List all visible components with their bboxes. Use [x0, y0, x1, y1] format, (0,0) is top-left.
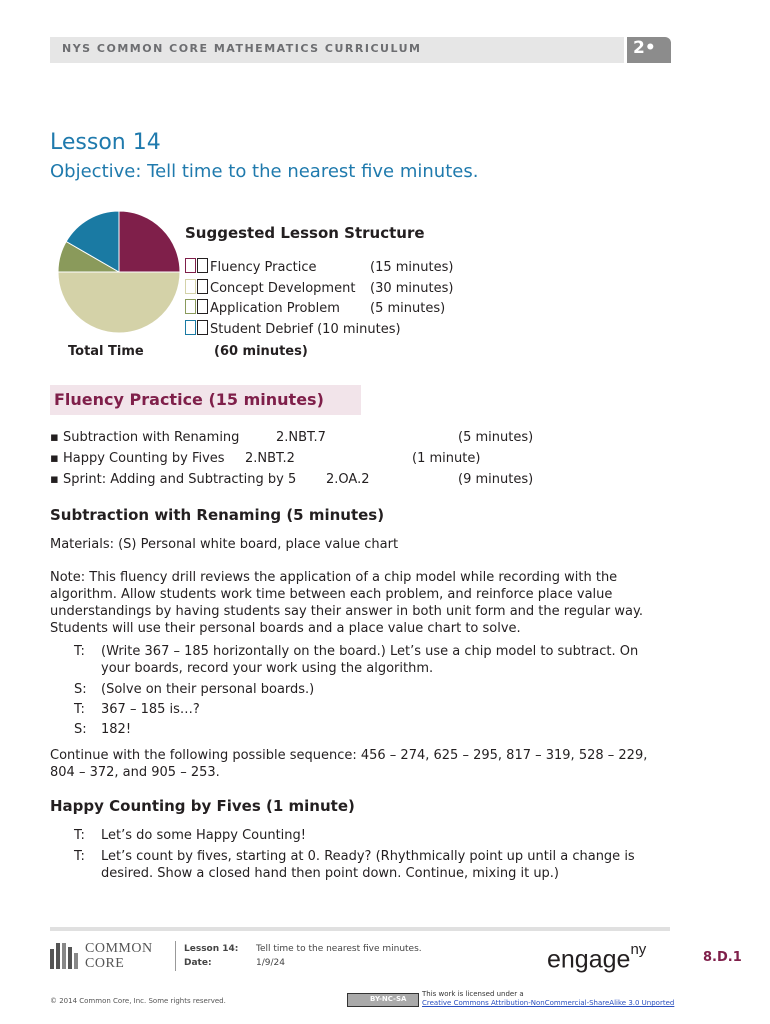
brand-line: CORE [85, 956, 125, 971]
dialog-line [74, 721, 666, 738]
legend-swatch-icon [185, 258, 196, 273]
legend-swatch-icon [185, 320, 196, 335]
structure-item-label: Concept Development [210, 281, 356, 296]
engage-text: engage [547, 945, 631, 974]
footer-lesson-value: Tell time to the nearest five minutes. [256, 944, 422, 954]
speaker: T: [74, 702, 85, 717]
engage-sup: ny [630, 941, 647, 958]
legend-swatch-icon [185, 299, 196, 314]
structure-title: Suggested Lesson Structure [185, 224, 425, 242]
structure-item [185, 279, 453, 298]
speaker: S: [74, 682, 87, 697]
dialog-text: (Solve on their personal boards.) [101, 682, 315, 697]
common-core-logo-icon [50, 943, 80, 969]
brand-line: COMMON [85, 941, 153, 956]
lesson-objective: Objective: Tell time to the nearest five minutes. [50, 161, 479, 182]
structure-item-time: (5 minutes) [370, 301, 446, 316]
curriculum-title: NYS COMMON CORE MATHEMATICS CURRICULUM [62, 42, 422, 55]
structure-item-label: Application Problem [210, 301, 340, 316]
engageny-logo [547, 941, 647, 974]
bullet-standard: 2.NBT.7 [276, 430, 326, 445]
footer-lesson-label: Lesson 14: [184, 944, 239, 954]
dialog-text: Let’s do some Happy Counting! [101, 828, 306, 843]
structure-item-label: Student Debrief [210, 322, 314, 337]
speaker: S: [74, 722, 87, 737]
bullet-text: Happy Counting by Fives [62, 451, 225, 466]
note-text: Note: This fluency drill reviews the application of a chip model while recording with the algorithm. Allow students work time between each problem, and reinforce place value understandings by having students say their answer in both unit form and the regular way. Students will use their personal boards and a place value chart to solve. [50, 570, 643, 636]
structure-item [185, 299, 445, 318]
footer-separator [175, 941, 176, 971]
footer-date-label: Date: [184, 958, 212, 968]
materials-text: Materials: (S) Personal white board, place value chart [50, 537, 399, 552]
dialog-line [74, 848, 666, 882]
checkbox-icon [197, 258, 208, 273]
legend-swatch-icon [185, 279, 196, 294]
license-link[interactable]: Creative Commons Attribution-NonCommercial-ShareAlike 3.0 Unported [422, 999, 675, 1007]
dialog-text: 182! [101, 722, 132, 737]
dialog-text: 367 – 185 is…? [101, 702, 200, 717]
structure-item-label: Fluency Practice [210, 260, 317, 275]
bullet-time: (9 minutes) [458, 472, 534, 487]
checkbox-icon [197, 320, 208, 335]
grade-tab-label: 2• [633, 38, 656, 58]
dialog-text: Let’s count by fives, starting at 0. Ready? (Rhythmically point up until a change is desired. Show a closed hand then point down. Continue, mixing it up.) [101, 849, 635, 881]
footer-divider [50, 927, 670, 931]
page-number: 8.D.1 [703, 950, 742, 965]
fluency-bullet: ▪ Subtraction with Renaming [50, 430, 240, 445]
footer-date-value: 1/9/24 [256, 958, 285, 968]
license-text: This work is licensed under a [422, 990, 524, 998]
bullet-standard: 2.OA.2 [326, 472, 370, 487]
dialog-line [74, 681, 666, 698]
common-core-brand [85, 941, 153, 971]
speaker: T: [74, 849, 85, 864]
checkbox-icon [197, 279, 208, 294]
copyright: © 2014 Common Core, Inc. Some rights reserved. [50, 997, 226, 1005]
fluency-bullet: ▪ Happy Counting by Fives [50, 451, 225, 466]
structure-item-time: (10 minutes) [317, 322, 401, 337]
checkbox-icon [197, 299, 208, 314]
pie-slice-fluency-practice [119, 211, 180, 272]
structure-item [185, 258, 453, 277]
dialog-line [74, 827, 666, 844]
cc-license-badge [347, 993, 419, 1007]
structure-item [185, 320, 401, 339]
section-heading: Happy Counting by Fives (1 minute) [50, 797, 355, 815]
grade-tab [627, 37, 671, 63]
continue-text: Continue with the following possible sequence: 456 – 274, 625 – 295, 817 – 319, 528 – 229, 804 – 372, and 905 – 253. [50, 748, 648, 780]
bullet-time: (5 minutes) [458, 430, 534, 445]
dialog-line [74, 643, 666, 677]
fluency-bullet: ▪ Sprint: Adding and Subtracting by 5 [50, 472, 297, 487]
speaker: T: [74, 828, 85, 843]
total-time-label: Total Time [68, 344, 144, 359]
cc-badge-label: BY-NC-SA [370, 995, 407, 1003]
bullet-text: Subtraction with Renaming [62, 430, 240, 445]
bullet-standard: 2.NBT.2 [245, 451, 295, 466]
lesson-structure-pie [57, 210, 181, 334]
fluency-heading: Fluency Practice (15 minutes) [54, 390, 324, 409]
section-heading: Subtraction with Renaming (5 minutes) [50, 506, 385, 524]
lesson-title: Lesson 14 [50, 130, 161, 155]
structure-item-time: (15 minutes) [370, 260, 454, 275]
pie-slice-concept-development [58, 272, 180, 333]
bullet-text: Sprint: Adding and Subtracting by 5 [62, 472, 297, 487]
dialog-text: (Write 367 – 185 horizontally on the board.) Let’s use a chip model to subtract. On your boards, record your work using the algorithm. [101, 644, 639, 676]
dialog-line [74, 701, 666, 718]
total-time-value: (60 minutes) [214, 344, 308, 359]
structure-item-time: (30 minutes) [370, 281, 454, 296]
speaker: T: [74, 644, 85, 659]
bullet-time: (1 minute) [412, 451, 481, 466]
